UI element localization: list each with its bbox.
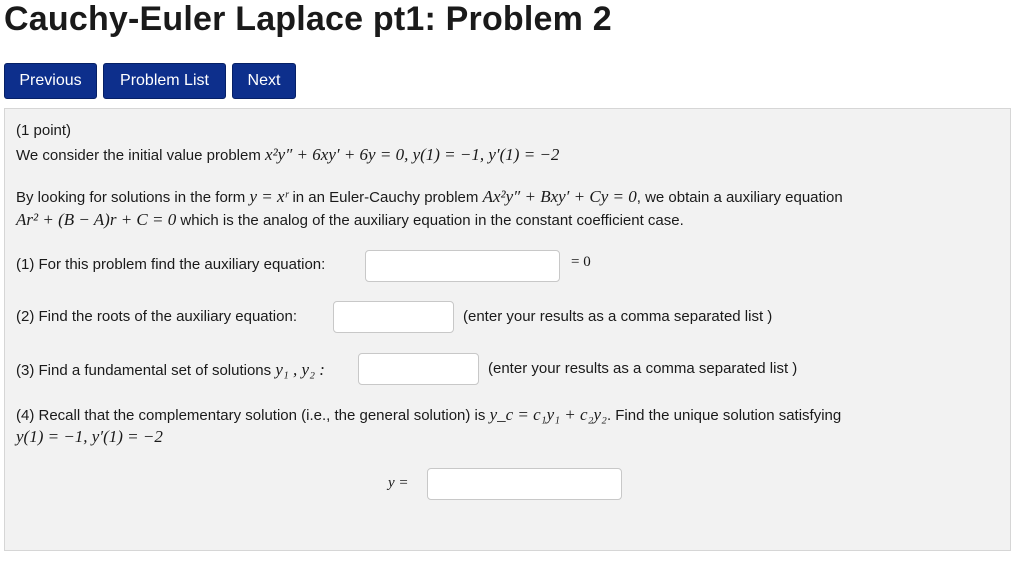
q3-label-line: [16, 360, 325, 380]
q2-label: (2) Find the roots of the auxiliary equation:: [16, 308, 297, 325]
navigation-bar: [4, 63, 296, 99]
q3-label: (3) Find a fundamental set of solutions: [16, 362, 272, 379]
y-solution-input[interactable]: [427, 468, 622, 500]
y-label: y =: [388, 475, 409, 491]
aux-equation-general: Ar² + (B − A)r + C = 0: [16, 210, 177, 229]
q2-hint: (enter your results as a comma separated list ): [463, 308, 773, 325]
q1-label: (1) For this problem find the auxiliary equation:: [16, 256, 326, 273]
q4-text: . Find the unique solution satisfying: [606, 407, 842, 424]
q4-math: y_c = c₁y₁ + c₂y₂: [489, 405, 607, 424]
looking-text-3: , we obtain a auxiliary equation: [636, 189, 843, 206]
problem-panel: [4, 108, 1011, 551]
q4-label-line: [16, 405, 841, 425]
form-description: [16, 187, 843, 207]
q2-roots-input[interactable]: [333, 301, 454, 333]
ivp-equation: x²y″ + 6xy′ + 6y = 0, y(1) = −1, y′(1) = −2: [265, 145, 560, 164]
q1-aux-equation-input[interactable]: [365, 250, 560, 282]
page-title: Cauchy-Euler Laplace pt1: Problem 2: [4, 0, 612, 38]
aux-description: [16, 210, 684, 230]
problem-list-button[interactable]: Problem List: [103, 63, 226, 99]
problem-intro: [16, 145, 559, 165]
intro-text: We consider the initial value problem: [16, 147, 261, 164]
solution-form: y = xʳ: [249, 187, 289, 206]
q1-suffix: = 0: [571, 254, 591, 270]
q3-hint: (enter your results as a comma separated list ): [488, 360, 798, 377]
looking-text-2: in an Euler-Cauchy problem: [292, 189, 479, 206]
points-label: (1 point): [16, 122, 72, 139]
q4-label: (4) Recall that the complementary solution (i.e., the general solution) is: [16, 407, 486, 424]
next-button[interactable]: Next: [232, 63, 296, 99]
previous-button[interactable]: Previous: [4, 63, 97, 99]
looking-text-1: By looking for solutions in the form: [16, 189, 246, 206]
q3-fundamental-set-input[interactable]: [358, 353, 479, 385]
q4-conditions: y(1) = −1, y′(1) = −2: [16, 427, 163, 446]
q3-math: y₁ , y₂ :: [275, 360, 325, 379]
aux-text: which is the analog of the auxiliary equation in the constant coefficient case.: [180, 212, 684, 229]
euler-cauchy-equation: Ax²y″ + Bxy′ + Cy = 0: [482, 187, 637, 206]
